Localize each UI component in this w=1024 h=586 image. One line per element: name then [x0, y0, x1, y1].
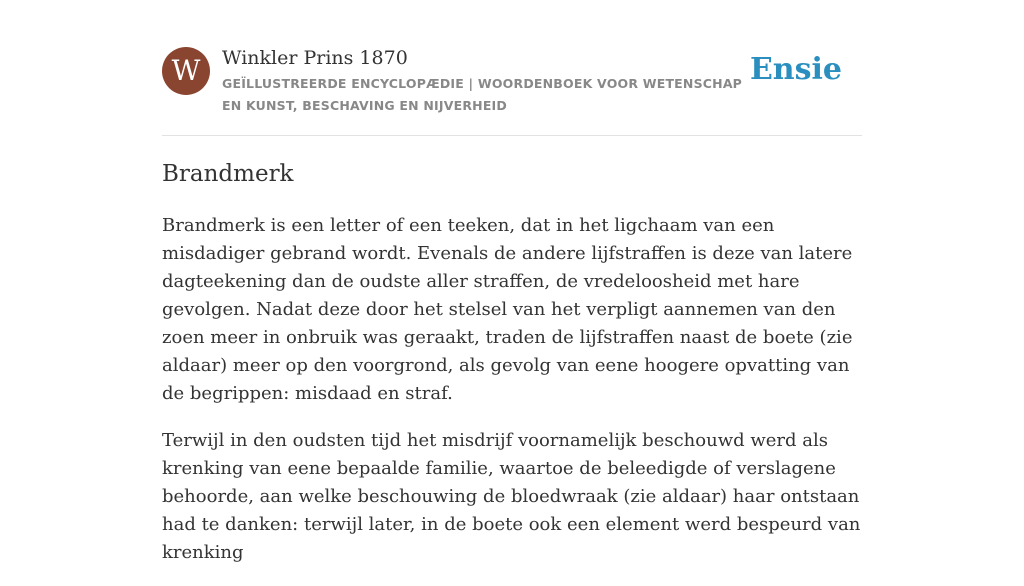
article-paragraph: Terwijl in den oudsten tijd het misdrijf voornamelijk beschouwd werd als krenking van eene bepaalde familie, waartoe de beleedigde of verslagene behoorde, aan welke beschouwing de bloedwraak (zie aldaar) haar ontstaan had te danken: terwijl later, in de boete ook een element werd bespeurd van krenking — [162, 430, 861, 563]
source-header — [162, 46, 862, 136]
article-paragraph: Brandmerk is een letter of een teeken, dat in het ligchaam van een misdadiger gebrand wordt. Evenals de andere lijfstraffen is deze van latere dagteekening dan de oudste aller straffen, de vredeloosheid met hare gevolgen. Nadat deze door het stelsel van het verpligt aannemen van den zoen meer in onbruik was geraakt, traden de lijfstraffen naast de boete (zie aldaar) meer op den voorgrond, als gevolg van eene hoogere opvatting van de begrippen: misdaad en straf. — [162, 215, 853, 404]
avatar: W — [162, 47, 210, 95]
source-title[interactable]: Winkler Prins 1870 — [222, 47, 408, 69]
article-title: Brandmerk — [162, 161, 294, 187]
brand-logo[interactable]: Ensie — [749, 52, 842, 87]
article-body — [162, 212, 866, 586]
source-subtitle: GEÏLLUSTREERDE ENCYCLOPÆDIE | WOORDENBOEK VOOR WETENSCHAP EN KUNST, BESCHAVING EN NIJVERHEID — [222, 76, 743, 113]
